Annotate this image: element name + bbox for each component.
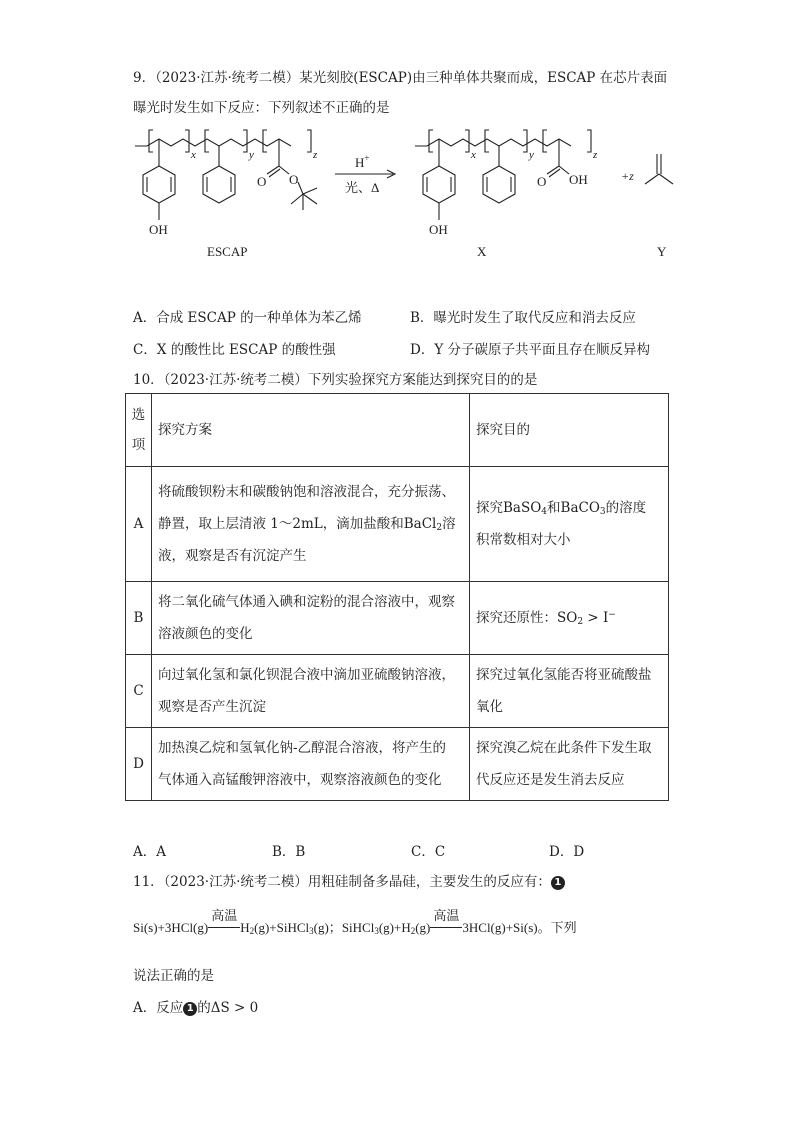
q9-option-d[interactable]: D．Y 分子碳原子共平面且存在顺反异构	[410, 342, 651, 358]
escap-sub-y: y	[249, 149, 254, 161]
q9-stem-line1	[133, 66, 667, 86]
eq2-left: $SiHCl_3(g)+H_2(g)$	[341, 920, 431, 936]
escap-oh: OH	[149, 222, 168, 237]
q9-stem-text1: 某光刻胶(ESCAP)由三种单体共聚而成，ESCAP 在芯片表面	[299, 70, 668, 86]
q11-equations	[133, 908, 577, 936]
plus-z: +z	[621, 169, 634, 183]
q10-stem	[133, 368, 537, 388]
x-phenyl-ring	[483, 166, 515, 203]
x-sub-y: y	[529, 149, 534, 161]
escap-backbone	[135, 139, 291, 146]
x-phenol-ring	[423, 166, 455, 203]
row-purpose: 探究溴乙烷在此条件下发生取 代反应还是发生消去反应	[470, 728, 669, 801]
row-plan: 将硫酸钡粉末和碳酸钠饱和溶液混合，充分振荡、 静置，取上层清液 1～2mL，滴加盐酸和BaCl$_2$溶 液，观察是否有沉淀产生	[152, 467, 470, 582]
escap-bracket-y-right	[243, 130, 247, 152]
q9-number: 9．	[133, 70, 156, 86]
q10-option-d[interactable]: D．D	[549, 844, 585, 860]
x-acid-oh: OH	[569, 172, 588, 187]
q9-source: （2023·江苏·统考二模）	[155, 70, 300, 86]
x-label: X	[477, 244, 487, 259]
eq1-left: Si(s)+3HCl(g)	[133, 920, 209, 935]
q11-option-a[interactable]: A．反应 1 的ΔS > 0	[133, 1000, 259, 1016]
q10-source: （2023·江苏·统考二模）	[163, 372, 308, 388]
q9-stem-line2: 曝光时发生如下反应：下列叙述不正确的是	[133, 100, 390, 116]
table-row	[126, 655, 669, 728]
escap-sub-x: x	[191, 149, 196, 161]
escap-sub-z: z	[313, 149, 318, 161]
x-carbonyl-o: O	[537, 174, 547, 189]
q11-stem	[133, 870, 565, 890]
escap-bracket-z-left	[263, 130, 267, 152]
q9-option-c[interactable]: C．X 的酸性比 ESCAP 的酸性强	[133, 342, 336, 358]
q11-source: （2023·江苏·统考二模）	[163, 874, 308, 890]
q9-option-a[interactable]: A．合成 ESCAP 的一种单体为苯乙烯	[133, 310, 362, 326]
eq2-right: 3HCl(g)+Si(s)	[462, 920, 538, 935]
escap-ester-o: O	[289, 172, 299, 187]
escap-bracket-z-right	[307, 130, 311, 152]
row-label: C	[126, 655, 152, 728]
row-purpose: 探究BaSO$_4$和BaCO$_3$的溶度 积常数相对大小	[470, 467, 669, 582]
escap-bracket-y-left	[205, 130, 209, 152]
x-sub-x: x	[471, 149, 476, 161]
q11-number: 11．	[133, 874, 164, 890]
table-row	[126, 467, 669, 582]
x-oh: OH	[429, 222, 448, 237]
escap-phenol-ring	[143, 166, 175, 203]
x-sub-z: z	[593, 149, 598, 161]
escap-carbonyl-o: O	[257, 174, 267, 189]
escap-phenyl-ring	[203, 166, 235, 203]
reaction-scheme	[125, 122, 685, 262]
escap-bracket-x-left	[149, 130, 153, 152]
arrow-top-label: H+	[355, 153, 370, 170]
reaction-1-marker: 1	[551, 876, 565, 890]
q10-option-c[interactable]: C．C	[411, 844, 446, 860]
q11-stem-line3: 说法正确的是	[133, 968, 214, 984]
header-option: 选 项	[126, 394, 152, 467]
table-row	[126, 728, 669, 801]
row-label: B	[126, 582, 152, 655]
eq1-arrow: 高温	[208, 920, 240, 936]
q11-tail: 。下列	[537, 921, 577, 936]
q10-stem-text: 下列实验探究方案能达到探究目的的是	[307, 372, 538, 388]
row-plan: 加热溴乙烷和氢氧化钠-乙醇混合溶液，将产生的 气体通入高锰酸钾溶液中，观察溶液颜色的变化	[152, 728, 470, 801]
q10-number: 10．	[133, 372, 164, 388]
q9-option-b[interactable]: B．曝光时发生了取代反应和消去反应	[410, 310, 636, 326]
row-plan: 向过氧化氢和氯化钡混合液中滴加亚硫酸钠溶液， 观察是否产生沉淀	[152, 655, 470, 728]
row-plan: 将二氧化硫气体通入碘和淀粉的混合溶液中，观察 溶液颜色的变化	[152, 582, 470, 655]
x-backbone	[415, 139, 571, 146]
arrow-bottom-label: 光、Δ	[345, 180, 380, 195]
q10-option-b[interactable]: B．B	[272, 844, 306, 860]
y-label: Y	[657, 244, 667, 259]
table-header-row	[126, 394, 669, 467]
row-purpose: 探究还原性：$SO_2 > I^-$	[470, 582, 669, 655]
eq2-arrow: 高温	[430, 920, 462, 936]
q10-option-a[interactable]: A．A	[133, 844, 166, 860]
experiment-table	[125, 393, 669, 801]
reaction-1-marker: 1	[183, 1002, 197, 1016]
q11-stem-text: 用粗硅制备多晶硅，主要发生的反应有：	[307, 874, 551, 890]
header-plan: 探究方案	[152, 394, 470, 467]
row-label: D	[126, 728, 152, 801]
row-label: A	[126, 467, 152, 582]
header-purpose: 探究目的	[470, 394, 669, 467]
escap-label: ESCAP	[207, 244, 248, 259]
row-purpose: 探究过氧化氢能否将亚硫酸盐 氧化	[470, 655, 669, 728]
table-row	[126, 582, 669, 655]
eq1-right: $H_2(g)+SiHCl_3(g)$；	[240, 920, 342, 936]
